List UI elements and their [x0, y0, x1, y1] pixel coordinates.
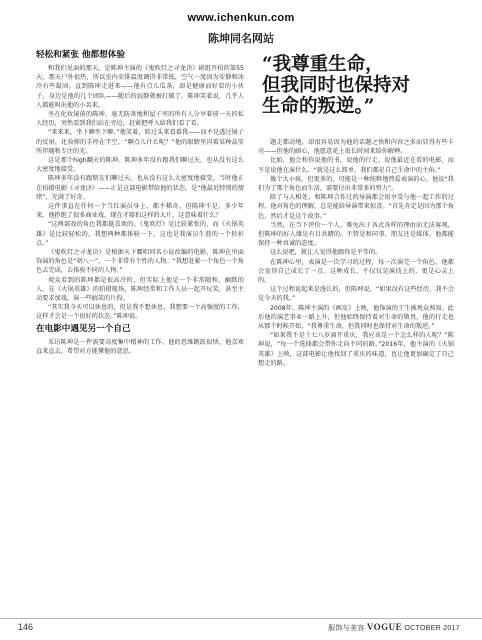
- body-paragraph: 在陈坤心里，表演是一次学习的过程，每一次演完一个角色，他都会觉得自己成长了一点。这种成长，不仅仅是演技上的，更是心灵上的。: [258, 258, 454, 285]
- body-paragraph: 题走都动地，却很容易因为他的话题之快和内容之多而显得有些卡壳——但他的耐心，他愿意花上很长时间来给你解释。: [258, 139, 454, 156]
- left-column: [36, 48, 244, 356]
- magazine-footer: [328, 622, 460, 633]
- body-paragraph: 这是那个high翻天的陈坤。陈坤多年没有跟我们聊过天，也从没有这么大密度地接受。: [36, 157, 244, 174]
- section-heading: 在电影中遇见另一个自己: [36, 323, 131, 334]
- magazine-brand: VOGUE: [366, 622, 403, 632]
- body-paragraph: 这个过程说起来是漫长的，但陈坤说，“如果没有这些经历，我不会是今天的我。”: [258, 286, 454, 303]
- body-paragraph: 这么说吧，就让人觉得他跟你是平等的。: [270, 249, 382, 257]
- body-paragraph: “其实我今天可以休息的，但是我不想休息，我想要一个高强度的工作，这样才会是一个很好的状态。”陈坤说。: [36, 304, 244, 321]
- section-heading: 轻松和紧张 他都想体验: [36, 50, 125, 60]
- body-paragraph: 陈坤多年没有跟朋友们聊过天，也从没有这么大密度地接受，当时他正在拍摄电影《寻龙诀》——正是这部电影带给他的状态，是“他最近特别的情绪”，充满了好奇。: [36, 175, 244, 201]
- pull-quote-line: 生命的叛逆。”: [262, 96, 375, 117]
- body-paragraph: 坐在化妆镜前的陈坤，毫无防备地和屋子里的所有人分享着前一天的私人经历，突然看到我们站在旁边，赶紧把呼入给我们看了看。: [36, 111, 244, 128]
- body-paragraph: 2008年，陈坤主演的《画皮》上映，他饰演的王生被观众熟知。此后他的演艺事业一路上升，但他始终保持着对生命的敬畏，他的行走也从那个时候开始。“我尊重生命，但我同时也保持对生命的叛逆。”: [258, 304, 454, 331]
- body-paragraph: 当然，在当下评价一个人，难免出于各式各样的理由而无法客观，但陈坤的好人缘是有目共睹的。不管是和同事、朋友还是媒体，他都能保持一种真诚的态度。: [258, 221, 454, 248]
- body-paragraph: 观众看到的陈坤都是很高冷的，但实际上他是一个非常随和、幽默的人。在《火锅英雄》的拍摄现场，陈坤经常和工作人员一起开玩笑，甚至主动要求加戏，演一些搞笑的片段。: [36, 276, 244, 303]
- pull-quote-line: 但我同时也保持对: [262, 75, 411, 96]
- watermark-url: www.ichenkun.com: [187, 12, 295, 24]
- issue-date: OCTOBER 2017: [404, 625, 460, 632]
- right-column: [258, 138, 454, 368]
- body-paragraph: 《鬼吹灯之寻龙诀》是根据天下霸唱同名小说改编的电影，陈坤在里面饰演的角色是“胡八一”，一个非常有个性的人物。“我想赶紧一个角色一个角色去完成，去体验不同的人物。”: [36, 249, 244, 275]
- body-paragraph: “这两部戏的角色我都挺喜欢的。《鬼吹灯》是比较紧张的，而《火锅英雄》是比较轻松的，我想两种都体验一下。这也是我演员生涯的一个转折点。”: [36, 221, 244, 247]
- body-paragraph: 像个大小孩，但更多的，可能是一种纯粹地热爱表演的心，他说“我们为了那个角色而生活，需要付出非常多的努力”。: [258, 175, 454, 193]
- running-head: 陈坤同名网站: [208, 32, 274, 45]
- body-paragraph: 这件事直在任何一个当红演员身上，都不稀奇。但陈坤不是，多少年来，他拒绝了很多商业戏，现在才接拍这样的大片，这意味着什么？: [36, 203, 244, 220]
- pull-quote: [262, 54, 462, 117]
- body-paragraph: “来来来，坐下聊坐下聊。”他笑着，转过头来看着我——而不是透过镜子的反射，化妆师的手停在半空。“聊点儿什么呢？”他的眼睛里闪着某种晶莹所伴随和专注的光。: [36, 129, 244, 155]
- body-paragraph: 和我们见面的那天，是陈坤主演的《鬼吹灯之寻龙诀》剧组开拍的第55天，那天户外很热，所以室内安排温度调得非常低，空气一度因为安静和冰冷有些凝固。直到陈坤走进来——他有点儿瓜条，却是健康而好看的小伙子，身边是他的几个团队——随后的寂静就被打破了。陈坤笑着说，几乎人人都能叫出他的小名来。: [36, 65, 244, 109]
- body-paragraph: 采访陈坤是一件需要高度集中精神的工作。他的思维跳跃很快，他喜欢直来直去，希望对方能懂他的意思。: [36, 338, 244, 355]
- magazine-name-cn: 服饰与美容: [328, 625, 365, 632]
- footer-divider: [0, 618, 482, 619]
- body-paragraph: 除了与人相处，和陈坤合作过的导演都会很享受与他一起工作的过程。他对角色的理解，总是能给导演带来惊喜。“首先肯定是因为那个角色，然后才是这个故事。”: [258, 194, 454, 220]
- body-paragraph: “如果我不是十七八岁离开重庆，我应该是一个怎么样的人呢？”陈坤说，“每一个选择都会带你走向不同的路。”2016年，他主演的《火锅英雄》上映，这部电影让他找回了重庆的味道，也让他更加确定了自己想走的路。: [258, 332, 454, 367]
- body-paragraph: 比如，他会和你说他的书，说他的行走，说他最近在看的电影，而不是说他在演什么。“就是这么简单，我们都是自己生命中的主角。”: [258, 157, 454, 174]
- pull-quote-line: “我尊重生命，: [262, 54, 384, 75]
- page-number: 146: [18, 622, 34, 632]
